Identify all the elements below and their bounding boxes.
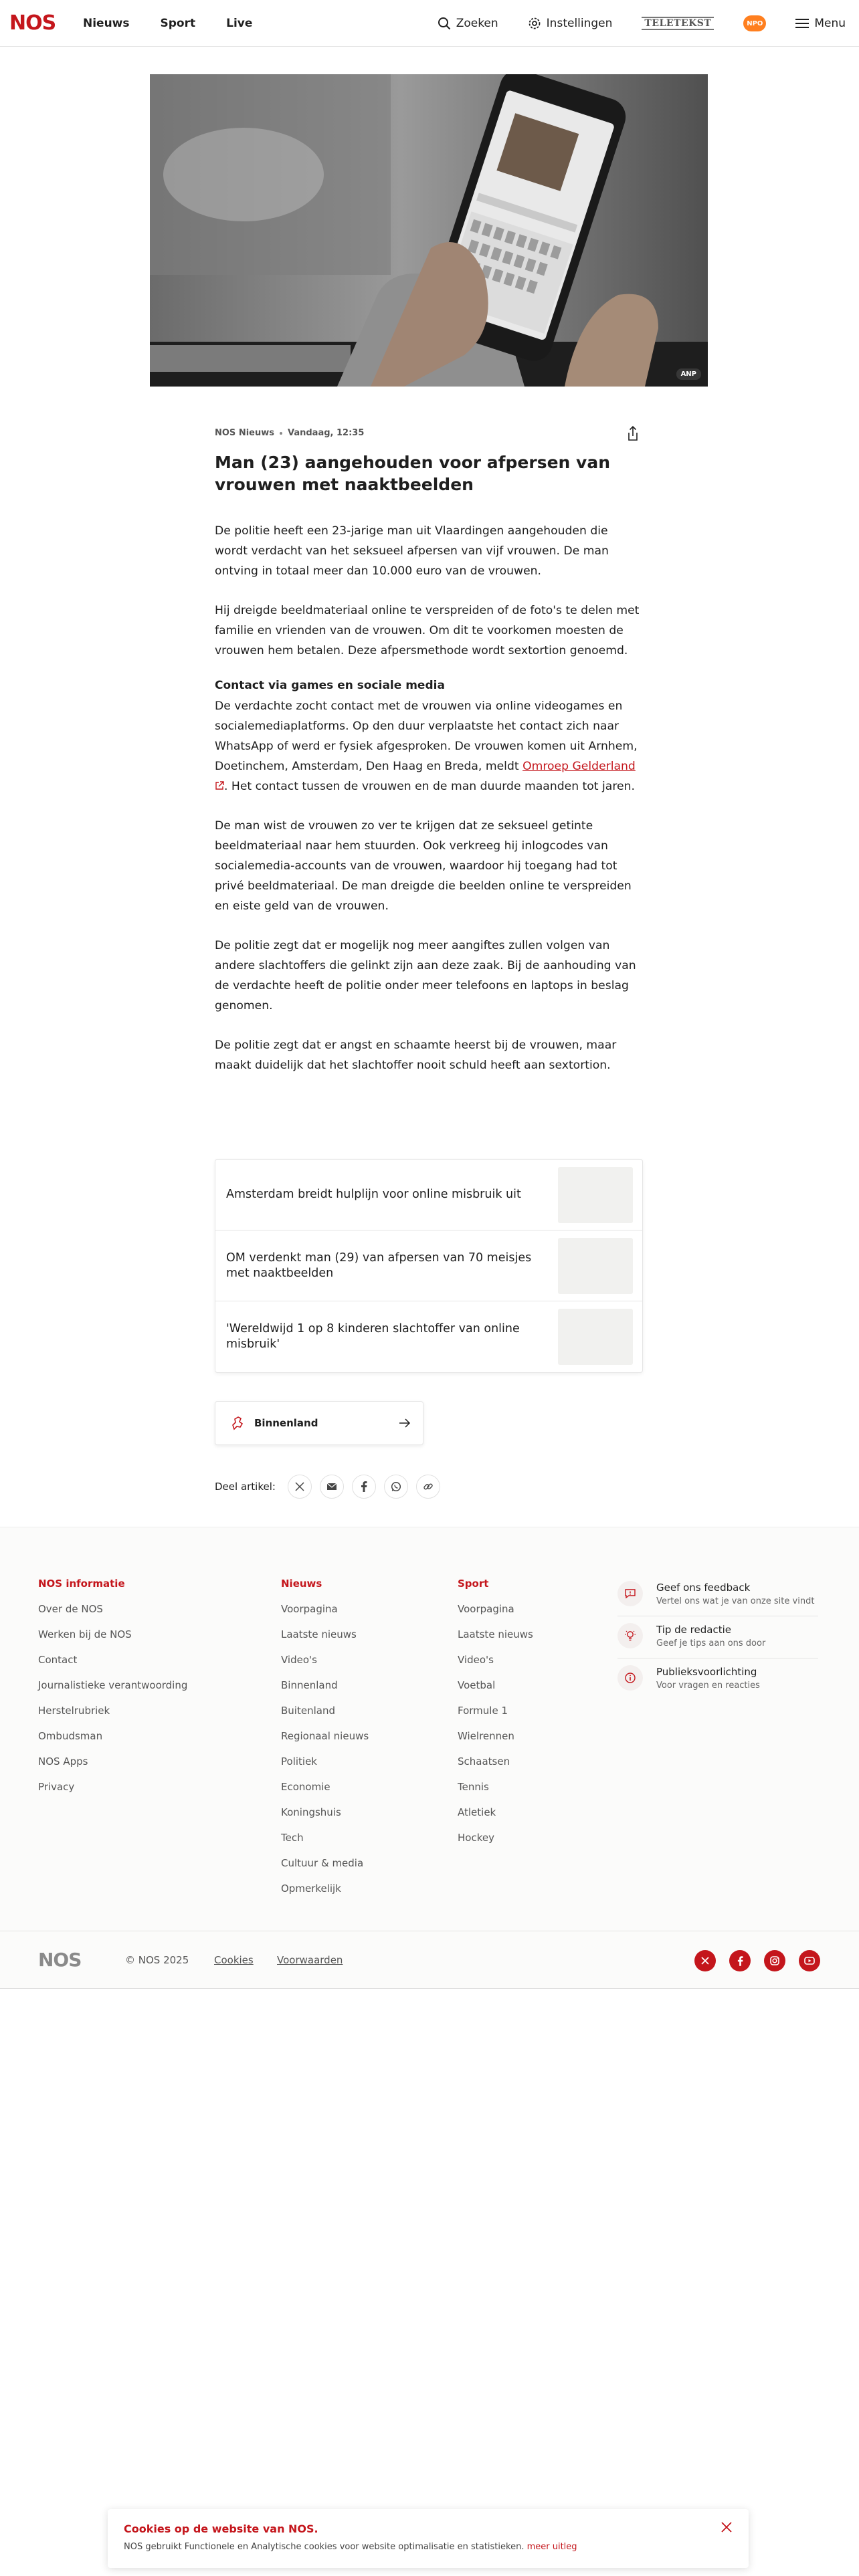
site-footer xyxy=(0,1527,859,1988)
share-button[interactable] xyxy=(623,424,643,444)
article-title: Man (23) aangehouden voor afpersen van vrouwen met naaktbeelden xyxy=(215,453,611,494)
footer-link[interactable]: Binnenland xyxy=(281,1679,338,1691)
gear-icon xyxy=(528,17,541,30)
topic-label: Binnenland xyxy=(254,1417,318,1429)
facebook-icon xyxy=(361,1481,367,1492)
nos-logo[interactable] xyxy=(9,12,56,35)
footer-link[interactable]: Koningshuis xyxy=(281,1806,341,1818)
footer-col-sport xyxy=(458,1578,533,1856)
feedback-subtitle: Vertel ons wat je van onze site vindt xyxy=(656,1596,815,1606)
related-article-thumbnail xyxy=(558,1238,633,1294)
publieksvoorlichting-subtitle: Voor vragen en reacties xyxy=(656,1681,760,1691)
article-meta xyxy=(215,428,643,438)
article-paragraph: De politie zegt dat er angst en schaamte heerst bij de vrouwen, maar maakt duidelijk dat het slachtoffer nooit schuld heeft aan sextortion. xyxy=(215,1039,617,1072)
share-x-button[interactable] xyxy=(288,1475,312,1499)
arrow-right-icon xyxy=(399,1418,411,1428)
publieksvoorlichting-title: Publieksvoorlichting xyxy=(656,1666,757,1678)
article-paragraph: De politie zegt dat er mogelijk nog meer aangiftes zullen volgen van andere slachtoffers die gelinkt zijn aan deze zaak. Bij de aanhouding van de verdachte heeft de politie onder meer telefoons en laptops in beslag genomen. xyxy=(215,939,636,1012)
tip-title: Tip de redactie xyxy=(656,1624,731,1636)
footer-link[interactable]: Voorpagina xyxy=(458,1603,514,1615)
settings-label: Instellingen xyxy=(546,17,613,30)
footer-link[interactable]: Regionaal nieuws xyxy=(281,1730,369,1742)
feedback-title: Geef ons feedback xyxy=(656,1582,751,1594)
facebook-social-button[interactable] xyxy=(729,1950,751,1971)
article-paragraph: De man wist de vrouwen zo ver te krijgen dat ze seksueel getinte beeldmateriaal naar hem stuurden. Ook verkreeg hij inlogcodes van socialemedia-accounts van de vrouwen, waardoor hij toegang had tot privé beeldmateriaal. De man dreigde die beelden online te verspreiden en eiste geld van de vrouwen. xyxy=(215,819,632,913)
share-facebook-button[interactable] xyxy=(352,1475,376,1499)
footer-link[interactable]: Schaatsen xyxy=(458,1755,510,1767)
footer-link[interactable]: Video's xyxy=(281,1654,317,1666)
footer-link[interactable]: Laatste nieuws xyxy=(458,1628,533,1640)
teletekst-link[interactable]: TELETEKST xyxy=(642,17,714,30)
related-articles xyxy=(215,1159,643,1373)
social-links xyxy=(694,1950,820,1971)
publieksvoorlichting-link[interactable] xyxy=(617,1658,818,1700)
utility-nav xyxy=(438,0,846,47)
link-icon xyxy=(423,1481,434,1492)
copy-link-button[interactable] xyxy=(416,1475,440,1499)
related-article-item[interactable] xyxy=(215,1301,642,1372)
footer-link[interactable]: Video's xyxy=(458,1654,494,1666)
search-label: Zoeken xyxy=(456,17,498,30)
paragraph-text: De verdachte zocht contact met de vrouwen via online videogames en socialemediaplatforms. Op den duur verplaatste het contact zich naar WhatsApp of werd er fysiek afgesproken. De vrouwen komen uit Arnhem, Doetinchem, Amsterdam, Den Haag en Breda, meldt xyxy=(215,700,638,773)
copyright: © NOS 2025 xyxy=(125,1954,189,1966)
footer-link[interactable]: Contact xyxy=(38,1654,78,1666)
footer-nos-logo[interactable] xyxy=(38,1950,81,1970)
article-paragraph: De politie heeft een 23-jarige man uit Vlaardingen aangehouden die wordt verdacht van het seksueel afpersen van vijf vrouwen. De man ontving in totaal meer dan 10.000 euro van de vrouwen. xyxy=(215,524,609,578)
instagram-icon xyxy=(769,1955,780,1966)
footer-link[interactable]: Privacy xyxy=(38,1781,75,1793)
footer-col-title: Sport xyxy=(458,1578,489,1590)
article-source: NOS Nieuws xyxy=(215,428,274,438)
article-subheading: Contact via games en sociale media xyxy=(215,679,445,692)
photo-credit-badge: ANP xyxy=(676,368,701,380)
x-icon xyxy=(295,1482,304,1491)
lightbulb-icon xyxy=(617,1623,643,1648)
x-social-button[interactable] xyxy=(694,1950,716,1971)
paragraph-text: . Het contact tussen de vrouwen en de man duurde maanden tot jaren. xyxy=(224,780,635,793)
cookie-more-link[interactable]: meer uitleg xyxy=(527,2542,577,2552)
tip-link[interactable] xyxy=(617,1616,818,1658)
whatsapp-icon xyxy=(391,1481,401,1492)
hero-photo-phone-icon xyxy=(150,74,708,387)
related-article-item[interactable] xyxy=(215,1230,642,1301)
footer-link[interactable]: Voorpagina xyxy=(281,1603,338,1615)
youtube-icon xyxy=(804,1957,815,1965)
page-end-divider xyxy=(0,1988,859,1989)
npo-logo[interactable]: NPO xyxy=(743,15,766,31)
meta-separator-dot xyxy=(280,432,282,435)
share-icon xyxy=(623,424,643,444)
footer-link[interactable]: Voetbal xyxy=(458,1679,496,1691)
omroep-gelderland-link[interactable]: Omroep Gelderland xyxy=(522,760,636,773)
footer-link[interactable]: Laatste nieuws xyxy=(281,1628,357,1640)
footer-link[interactable]: Werken bij de NOS xyxy=(38,1628,132,1640)
footer-link[interactable]: Over de NOS xyxy=(38,1603,103,1615)
footer-logo-text: NOS xyxy=(38,1949,82,1971)
article-paragraph: Hij dreigde beeldmateriaal online te verspreiden of de foto's te delen met familie en vrienden van de vrouwen. Om dit te voorkomen moesten de vrouwen hem betalen. Deze afpersmethode wordt sextortion genoemd. xyxy=(215,604,640,657)
instagram-social-button[interactable] xyxy=(764,1950,785,1971)
search-icon xyxy=(438,17,451,30)
related-article-title: 'Wereldwijd 1 op 8 kinderen slachtoffer van online misbruik' xyxy=(226,1322,520,1351)
related-article-title: OM verdenkt man (29) van afpersen van 70 meisjes met naaktbeelden xyxy=(226,1251,532,1280)
chat-bubble-icon xyxy=(617,1581,643,1606)
x-icon xyxy=(701,1957,709,1965)
footer-bottom-bar xyxy=(0,1931,859,1988)
footer-feedback-list xyxy=(617,1574,818,1700)
info-icon xyxy=(617,1665,643,1691)
footer-link[interactable]: Atletiek xyxy=(458,1806,496,1818)
nav-sport[interactable]: Sport xyxy=(160,17,196,30)
share-email-button[interactable] xyxy=(320,1475,344,1499)
footer-link[interactable]: Ombudsman xyxy=(38,1730,103,1742)
footer-link[interactable]: Politiek xyxy=(281,1755,317,1767)
footer-link[interactable]: Hockey xyxy=(458,1832,494,1844)
footer-link[interactable]: Wielrennen xyxy=(458,1730,514,1742)
netherlands-map-icon xyxy=(230,1416,245,1430)
main-nav xyxy=(83,0,252,47)
footer-link[interactable]: Herstelrubriek xyxy=(38,1705,110,1717)
cookie-title: Cookies op de website van NOS. xyxy=(124,2523,318,2535)
footer-link[interactable]: Tennis xyxy=(458,1781,489,1793)
cookies-link[interactable]: Cookies xyxy=(214,1954,254,1966)
close-icon xyxy=(718,2518,735,2536)
menu-button[interactable] xyxy=(795,17,846,30)
footer-col-nos-informatie xyxy=(38,1578,187,1805)
footer-link[interactable]: NOS Apps xyxy=(38,1755,88,1767)
nav-live[interactable]: Live xyxy=(226,17,253,30)
article-body xyxy=(215,521,643,1075)
related-article-thumbnail xyxy=(558,1309,633,1365)
search-button[interactable] xyxy=(438,17,498,30)
nav-nieuws[interactable]: Nieuws xyxy=(83,17,130,30)
tip-subtitle: Geef je tips aan ons door xyxy=(656,1638,766,1648)
top-navigation-bar xyxy=(0,0,859,47)
youtube-social-button[interactable] xyxy=(799,1950,820,1971)
footer-link[interactable]: Cultuur & media xyxy=(281,1857,364,1869)
cookie-close-button[interactable] xyxy=(718,2518,735,2536)
footer-link[interactable]: Buitenland xyxy=(281,1705,335,1717)
article xyxy=(215,428,643,1095)
topic-binnenland-card[interactable] xyxy=(215,1401,423,1445)
footer-link[interactable]: Economie xyxy=(281,1781,330,1793)
external-link-icon[interactable] xyxy=(215,781,224,790)
article-date: Vandaag, 12:35 xyxy=(287,428,365,438)
hamburger-icon xyxy=(795,18,809,29)
cookie-banner xyxy=(108,2509,749,2568)
related-article-thumbnail xyxy=(558,1167,633,1223)
article-paragraph xyxy=(215,696,643,796)
menu-label: Menu xyxy=(814,17,846,30)
footer-col-title: NOS informatie xyxy=(38,1578,125,1590)
footer-link[interactable]: Opmerkelijk xyxy=(281,1883,341,1895)
footer-link[interactable]: Formule 1 xyxy=(458,1705,508,1717)
footer-link[interactable]: Tech xyxy=(281,1832,304,1844)
settings-button[interactable] xyxy=(528,17,613,30)
share-whatsapp-button[interactable] xyxy=(384,1475,408,1499)
nos-logo-text: NOS xyxy=(9,11,56,35)
related-article-title: Amsterdam breidt hulplijn voor online misbruik uit xyxy=(226,1188,521,1201)
footer-col-title: Nieuws xyxy=(281,1578,322,1590)
cookie-body: NOS gebruikt Functionele en Analytische cookies voor website optimalisatie en statistieken. xyxy=(124,2542,524,2552)
hero-image xyxy=(150,74,708,387)
voorwaarden-link[interactable]: Voorwaarden xyxy=(277,1954,343,1966)
related-article-item[interactable] xyxy=(215,1160,642,1230)
email-icon xyxy=(326,1483,337,1491)
cookie-text xyxy=(124,2542,733,2552)
footer-col-nieuws xyxy=(281,1578,369,1907)
footer-link[interactable]: Journalistieke verantwoording xyxy=(38,1679,188,1691)
share-label: Deel artikel: xyxy=(215,1481,276,1493)
feedback-link[interactable] xyxy=(617,1574,818,1616)
facebook-icon xyxy=(737,1956,743,1966)
share-article-row xyxy=(215,1475,440,1499)
